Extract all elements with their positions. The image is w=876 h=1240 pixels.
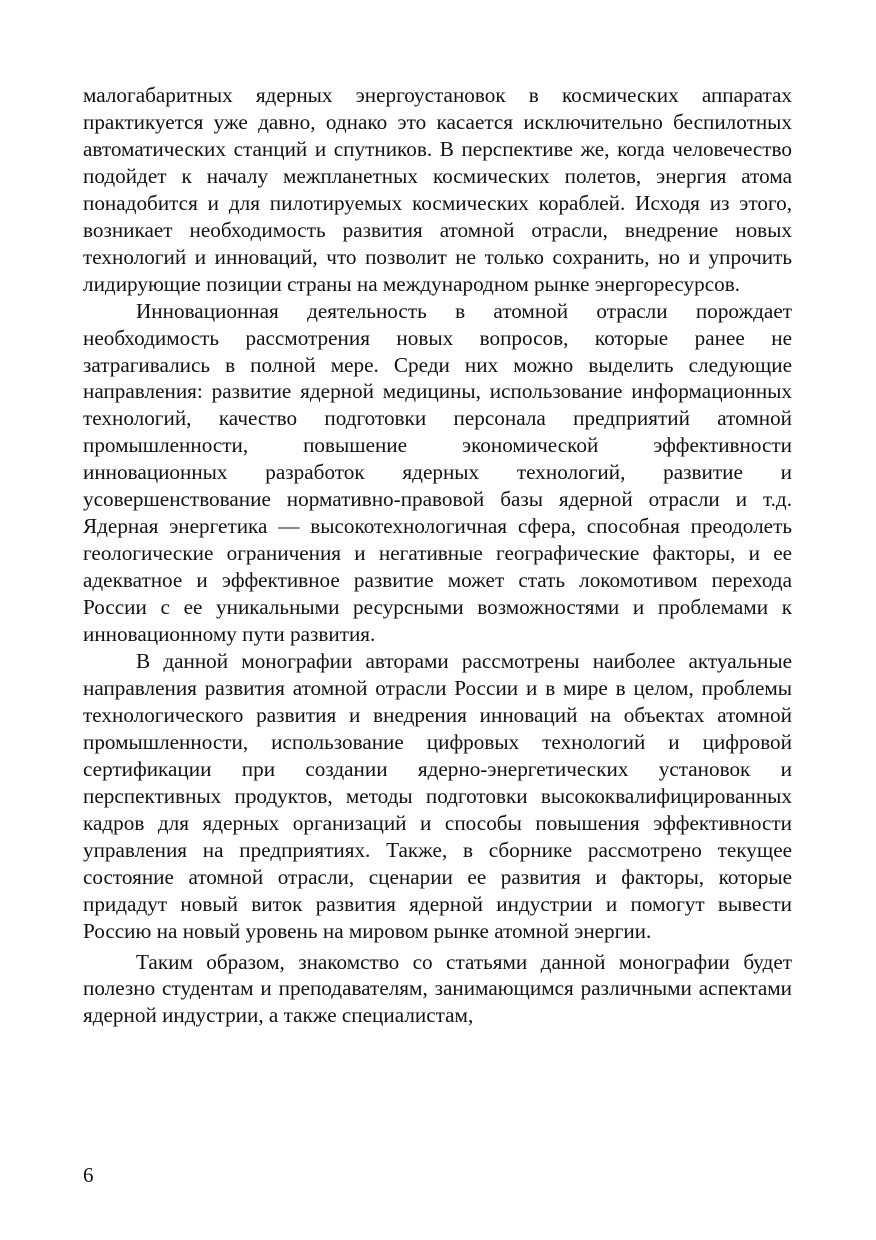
paragraph-conclusion: Таким образом, знакомство со статьями данной монографии будет полезно студентам и преподавателям, занимающимся различными аспектами ядерной индустрии, а также специалистам, (83, 949, 792, 1028)
page-number: 6 (83, 1163, 94, 1187)
body-text (83, 82, 792, 1029)
paragraph-innovation: Инновационная деятельность в атомной отрасли порождает необходимость рассмотрения новых вопросов, которые ранее не затрагивались в полной мере. Среди них можно выделить следующие направления: развитие ядерной медицины, использование информационных технологий, качество подготовки персонала предприятий атомной промышленности, повышение экономической эффективности инновационных разработок ядерных технологий, развитие и усовершенствование нормативно-правовой базы ядерной отрасли и т.д. Ядерная энергетика — высокотехнологичная сфера, способная преодолеть геологические ограничения и негативные географические факторы, и ее адекватное и эффективное развитие может стать локомотивом перехода России с ее уникальными ресурсными возможностями и проблемами к инновационному пути развития. (83, 298, 792, 647)
paragraph-continuation: малогабаритных ядерных энергоустановок в космических аппаратах практикуется уже давно, однако это касается исключительно беспилотных автоматических станций и спутников. В перспективе же, когда человечество подойдет к началу межпланетных космических полетов, энергия атома понадобится и для пилотируемых космических кораблей. Исходя из этого, возникает необходимость развития атомной отрасли, внедрение новых технологий и инноваций, что позволит не только сохранить, но и упрочить лидирующие позиции страны на международном рынке энергоресурсов. (83, 83, 792, 296)
paragraph-monograph-scope: В данной монографии авторами рассмотрены наиболее актуальные направления развития атомной отрасли России и в мире в целом, проблемы технологического развития и внедрения инноваций на объектах атомной промышленности, использование цифровых технологий и цифровой сертификации при создании ядерно-энергетических установок и перспективных продуктов, методы подготовки высококвалифицированных кадров для ядерных организаций и способы повышения эффективности управления на предприятиях. Также, в сборнике рассмотрено текущее состояние атомной отрасли, сценарии ее развития и факторы, которые придадут новый виток развития ядерной индустрии и помогут вывести Россию на новый уровень на мировом рынке атомной энергии. (83, 649, 792, 943)
